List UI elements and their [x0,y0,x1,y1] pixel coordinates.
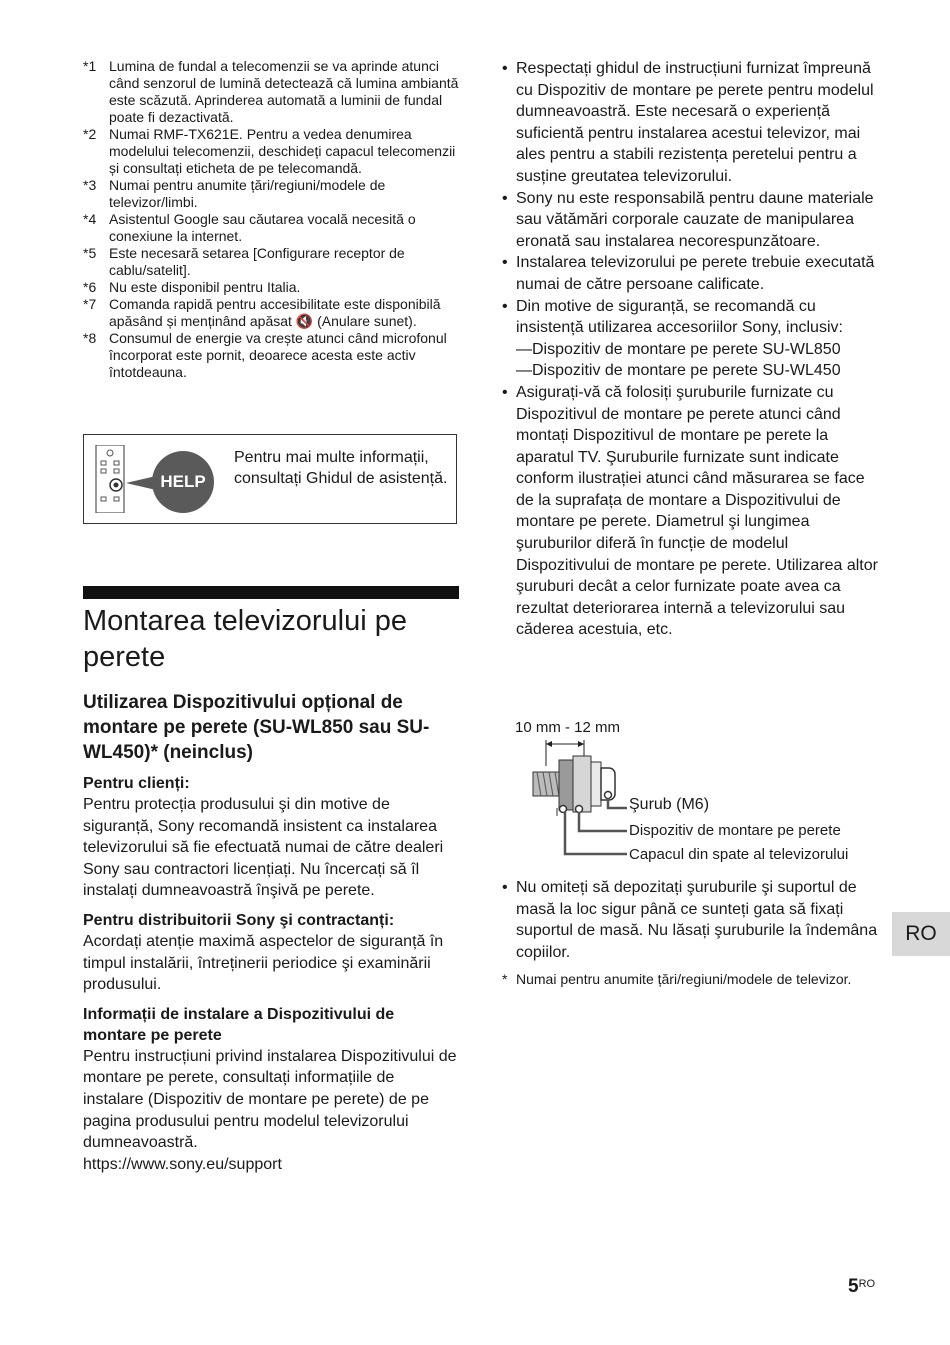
footnote-5 [83,245,459,279]
list-item [502,58,878,188]
footnote-mark: *5 [83,245,97,261]
footnote-text: Este necesară setarea [Configurare receptor de cablu/satelit]. [109,245,405,278]
language-tab: RO [892,912,950,956]
block-body: Acordați atenție maximă aspectelor de siguranță în timpul instalării, întreținerii periodice şi examinării produsului. [83,932,444,994]
bullet-text: Instalarea televizorului pe perete trebuie executată numai de către persoane calificate. [516,254,875,293]
dimension-label: 10 mm - 12 mm [515,719,621,736]
bullet-text: Asigurați-vă că folosiți şuruburile furnizate cu Dispozitivul de montare pe perete atunci când montați Dispozitivul de montare pe perete la aparatul TV. Şuruburile furnizate sunt indicate conform ilustrației atunci când măsurarea se face de la suprafața de montare a Dispozitivului de montare pe perete. Diametrul şi lungimea şuruburilor diferă în funcție de modelul Dispozitivului de montare pe perete. Utilizarea altor şuruburi decât a celor furnizate poate avea ca rezultat deteriorarea internă a televizorului sau căderea acestuia, etc. [516,383,878,639]
bullet-icon: • [502,254,508,272]
list-item [502,252,878,295]
screw-label: Şurub (M6) [629,796,710,813]
right-bullet-list-2 [502,877,878,963]
footnote-mark: *7 [83,296,97,312]
footnote-mark: *8 [83,330,97,346]
mount-label: Dispozitiv de montare pe perete [629,822,841,839]
section-body [83,773,459,1183]
page-number-suffix: RO [858,1278,876,1290]
list-item [502,296,878,382]
page-number-value: 5 [848,1276,859,1297]
page-number [848,1276,875,1298]
footnote-3 [83,177,459,211]
bullet-icon: • [502,189,508,207]
right-bullet-list [502,58,878,641]
footnote-mark: *2 [83,126,97,142]
help-text: Pentru mai multe informații, consultați Ghidul de asistență. [234,449,448,487]
footnote-7 [83,296,459,330]
block-heading: Pentru clienți: [83,775,190,792]
bullet-text: Respectați ghidul de instrucțiuni furnizat împreună cu Dispozitiv de montare pe perete pentru modelul dumneavoastră. Este necesară o experiență suficientă pentru instalarea acestui televizor, mai ales pentru a stabili rezistența peretelui pentru a susține greutatea televizorului. [516,60,874,185]
footnote-4 [83,211,459,245]
support-link[interactable]: https://www.sony.eu/support [83,1155,282,1173]
bullet-text: Din motive de siguranță, se recomandă cu insistență utilizarea accesoriilor Sony, inclusiv: [516,297,843,337]
screw-diagram [515,716,885,871]
bullet-icon: • [502,60,508,77]
footnote-text: Comanda rapidă pentru accesibilitate este disponibilă apăsând și menținând apăsat 🔇 (Anulare sunet). [109,296,441,329]
footnote-mark: *3 [83,177,97,193]
footnote-mark: *4 [83,211,97,227]
block-body: Pentru instrucțiuni privind instalarea Dispozitivului de montare pe perete, consultați informațiile de instalare (Dispozitiv de montare pe perete) de pe pagina produsului pentru modelul televizorului dumneavoastră. [83,1047,457,1152]
footnote-2 [83,126,459,177]
sub-item: —Dispozitiv de montare pe perete SU-WL850 [516,340,841,358]
footnote-text: Nu este disponibil pentru Italia. [109,279,301,295]
bullet-text: Nu omiteți să depozitați şuruburile şi suportul de masă la loc sigur până ce sunteți gata să fixați suportul de masă. Nu lăsați şuruburile la îndemâna copiilor. [516,879,878,961]
note-text: Numai pentru anumite țări/regiuni/modele de televizor. [516,971,852,987]
help-box [83,434,457,524]
note-mark: * [502,971,508,987]
block-heading: Pentru distribuitorii Sony şi contractanți: [83,911,395,929]
footnote-mark: *1 [83,58,97,74]
footnote-mark: *6 [83,279,97,295]
list-item [502,188,878,253]
footnote-text: Numai RMF-TX621E. Pentru a vedea denumirea modelului telecomenzii, deschideți capacul telecomenzii și consultați eticheta de pe telecomandă. [109,126,456,176]
footnote-text: Asistentul Google sau căutarea vocală necesită o conexiune la internet. [109,211,416,244]
bullet-icon: • [502,297,508,315]
remote-icon [94,445,126,513]
footnotes-list [83,58,459,381]
footnote-text: Lumina de fundal a telecomenzii se va aprinde atunci când senzorul de lumină detectează că lumina ambiantă este scăzută. Aprinderea automată a luminii de fundal poate fi dezactivată. [109,58,459,125]
footnote-text: Consumul de energie va crește atunci când microfonul încorporat este pornit, deoarece acesta este activ întotdeauna. [109,330,447,380]
footnote-6 [83,279,459,296]
footnote-text: Numai pentru anumite țări/regiuni/modele de televizor/limbi. [109,177,386,210]
section-subtitle: Utilizarea Dispozitivului opțional de montare pe perete (SU-WL850 sau SU-WL450)* (neinclus) [83,692,430,763]
list-item [502,877,878,963]
back-cover-label: Capacul din spate al televizorului [629,846,849,863]
block-body: Pentru protecția produsului şi din motive de siguranță, Sony recomandă insistent ca instalarea televizorului să fie efectuată numai de către dealeri Sony sau contractori licențiați. Nu încercați să îl instalați dumneavoastră înşivă pe perete. [83,796,444,900]
footnote-note [502,971,878,988]
footnote-8 [83,330,459,381]
help-badge: HELP [152,451,214,513]
section-title: Montarea televizorului pe perete [83,605,408,673]
block-heading: Informații de instalare a Dispozitivului de montare pe perete [83,1005,395,1044]
bullet-icon: • [502,383,508,401]
section-bar [83,586,459,599]
bullet-icon: • [502,879,508,896]
list-item [502,382,878,641]
footnote-1 [83,58,459,126]
sub-item: —Dispozitiv de montare pe perete SU-WL450 [516,362,841,380]
bullet-text: Sony nu este responsabilă pentru daune materiale sau vătămări corporale cauzate de manipularea eronată sau instalarea necorespunzătoare. [516,189,874,250]
